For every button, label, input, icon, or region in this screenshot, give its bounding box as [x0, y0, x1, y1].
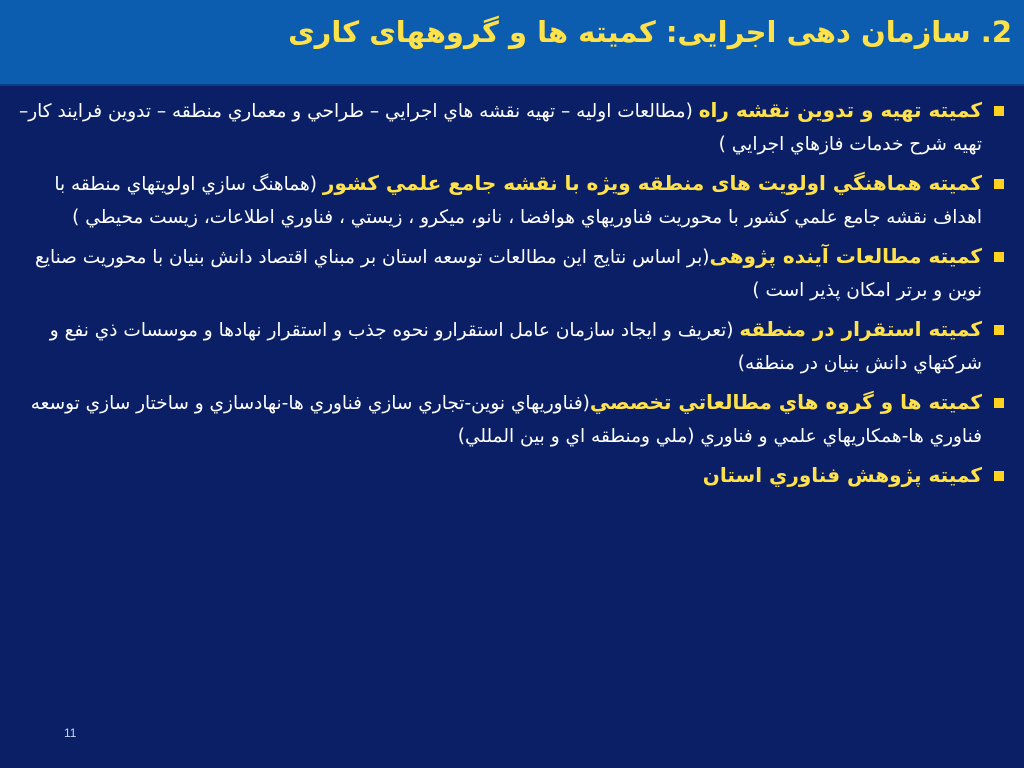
- slide-number: 11: [64, 726, 77, 740]
- bullet-item-technology-research: [10, 459, 1010, 493]
- bullet-body: (تعريف و ايجاد سازمان عامل استقرارو نحوه جذب و استقرار نهادها و موسسات ذي نفع و شركتهاي دانش بنيان در منطقه): [49, 320, 982, 374]
- bullet-item-specialized-groups: [10, 386, 1010, 453]
- bullet-item-priority-coordination: [10, 167, 1010, 234]
- title-bar: [0, 0, 1024, 86]
- bullet-list: [10, 94, 1010, 499]
- square-bullet-icon: [994, 106, 1004, 116]
- bullet-body: (هماهنگ سازي اولويتهاي منطقه با اهداف نقشه جامع علمي كشور با محوريت فناوريهاي هوافضا ، نانو، ميكرو ، زيستي ، فناوري اطلاعات، زيست محيطي ): [54, 174, 982, 228]
- bullet-heading: كميته مطالعات آينده پژوهی: [709, 244, 982, 268]
- bullet-body: (بر اساس نتايج اين مطالعات توسعه استان بر مبناي اقتصاد دانش بنيان با محوريت صنايع نوين و برتر امكان پذير است ): [34, 247, 982, 301]
- square-bullet-icon: [994, 179, 1004, 189]
- bullet-heading: كميته پژوهش فناوري استان: [702, 463, 982, 487]
- bullet-item-futures-studies: [10, 240, 1010, 307]
- bullet-body: (مطالعات اوليه – تهيه نقشه هاي اجرايي – طراحي و معماري منطقه – تدوين فرايند كار– تهيه شرح خدمات فازهاي اجرايي ): [18, 101, 982, 155]
- bullet-item-establishment: [10, 313, 1010, 380]
- square-bullet-icon: [994, 252, 1004, 262]
- square-bullet-icon: [994, 325, 1004, 335]
- bullet-heading: كميته هماهنگي اولويت های منطقه ويژه با نقشه جامع علمي كشور: [322, 171, 982, 195]
- square-bullet-icon: [994, 398, 1004, 408]
- square-bullet-icon: [994, 471, 1004, 481]
- bullet-heading: كميته تهيه و تدوين نقشه راه: [698, 98, 982, 122]
- bullet-heading: كميته استقرار در منطقه: [739, 317, 982, 341]
- bullet-heading: كميته ها و گروه هاي مطالعاتي تخصصي: [589, 390, 982, 414]
- bullet-body: (فناوريهاي نوين-تجاري سازي فناوري ها-نهادسازي و ساختار سازي توسعه فناوري ها-همكاريهاي علمي و فناوري (ملي ومنطقه اي و بين المللي): [30, 393, 982, 447]
- slide-title: 2. سازمان دهی اجرایی: کمیته ها و گروههای کاری: [288, 15, 1012, 49]
- bullet-item-road-map: [10, 94, 1010, 161]
